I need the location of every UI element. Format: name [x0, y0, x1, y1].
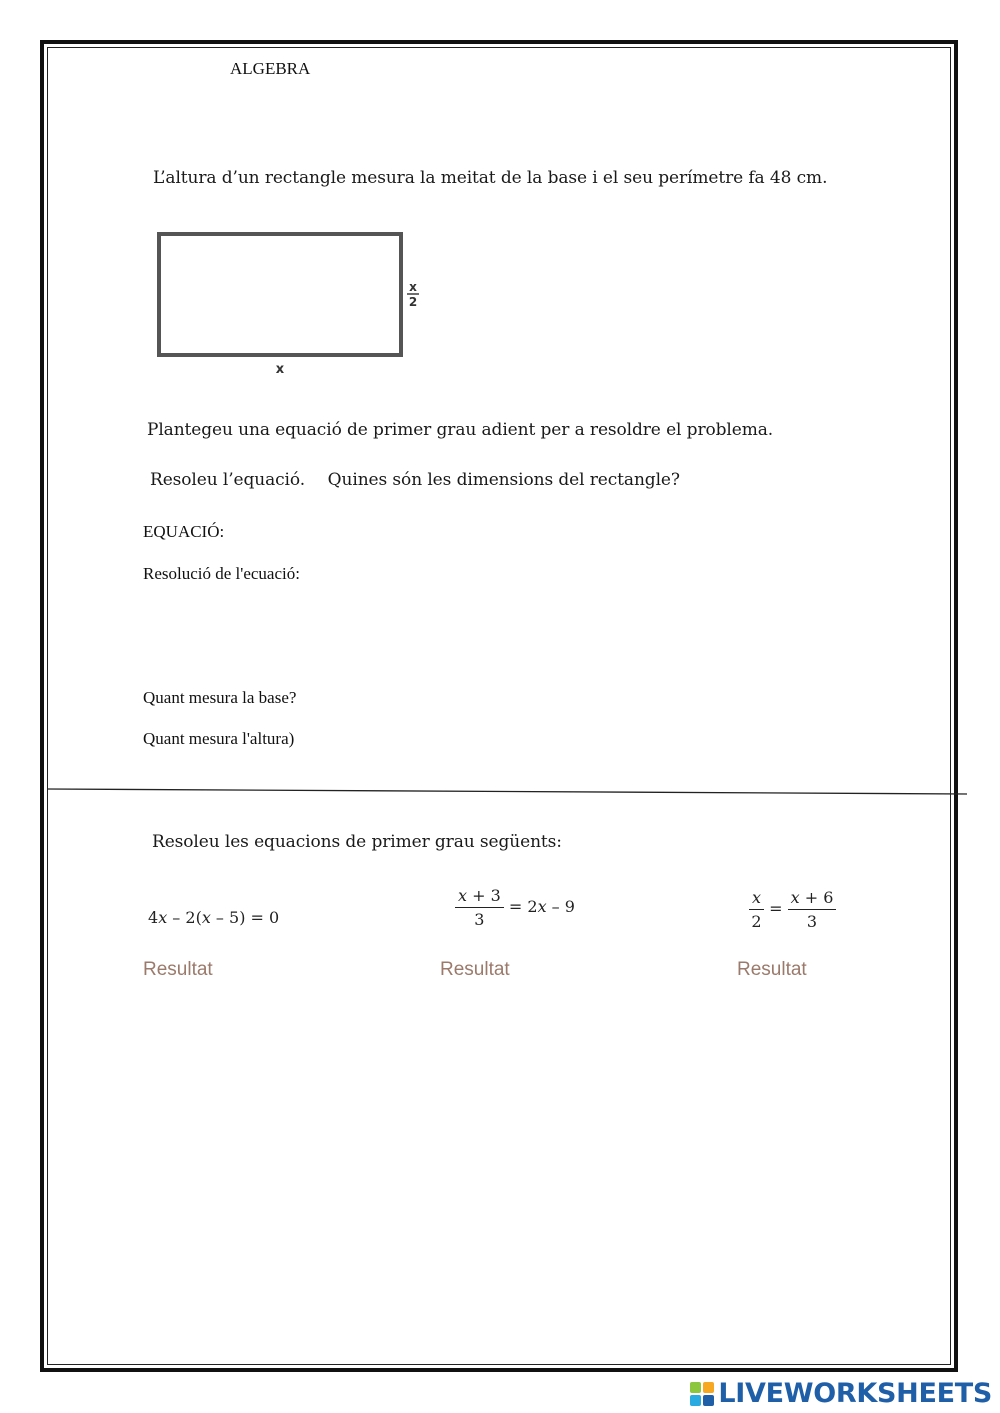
height-label-denominator: 2 — [408, 295, 418, 309]
equation-3-left-fraction: $\frac{x}{2}$ — [749, 888, 764, 931]
answer-field-2[interactable]: Resultat — [440, 959, 510, 980]
rectangle-shape — [159, 234, 401, 355]
section-divider — [47, 784, 967, 796]
equation-3: $\frac{x}{2}$ = $\frac{x + 6}{3}$ — [749, 888, 836, 931]
liveworksheets-logo — [690, 1378, 992, 1409]
instruction-resoleu — [150, 470, 680, 490]
equacio-label: EQUACIÓ: — [143, 522, 225, 541]
rectangle-diagram — [155, 230, 425, 380]
resolucio-label: Resolució de l'ecuació: — [143, 564, 300, 583]
answer-field-3[interactable]: Resultat — [737, 959, 807, 980]
base-label: x — [275, 362, 285, 377]
answer-field-1[interactable]: Resultat — [143, 959, 213, 980]
height-label-numerator: x — [409, 280, 417, 294]
problem-statement: L’altura d’un rectangle mesura la meitat de la base i el seu perímetre fa 48 cm. — [153, 168, 828, 188]
equation-2-fraction: $\frac{x + 3}{3}$ — [455, 886, 504, 929]
instruction-resoleu-part-1: Resoleu l’equació. — [150, 470, 306, 490]
worksheet-title: ALGEBRA — [230, 59, 311, 78]
equation-1: 4x – 2(x – 5) = 0 — [148, 908, 280, 927]
instruction-equacions: Resoleu les equacions de primer grau següents: — [152, 832, 562, 852]
instruction-resoleu-part-2: Quines són les dimensions del rectangle? — [327, 470, 680, 490]
equation-3-right-fraction: $\frac{x + 6}{3}$ — [788, 888, 837, 931]
liveworksheets-wordmark: LIVEWORKSHEETS — [718, 1378, 992, 1409]
altura-question: Quant mesura l'altura) — [143, 729, 295, 748]
instruction-plantegeu: Plantegeu una equació de primer grau adient per a resoldre el problema. — [147, 420, 774, 440]
base-question: Quant mesura la base? — [143, 688, 297, 707]
liveworksheets-logo-icon — [690, 1382, 714, 1406]
equation-2: $\frac{x + 3}{3}$ = 2x – 9 — [455, 886, 575, 929]
rectangle-figure — [155, 230, 425, 380]
